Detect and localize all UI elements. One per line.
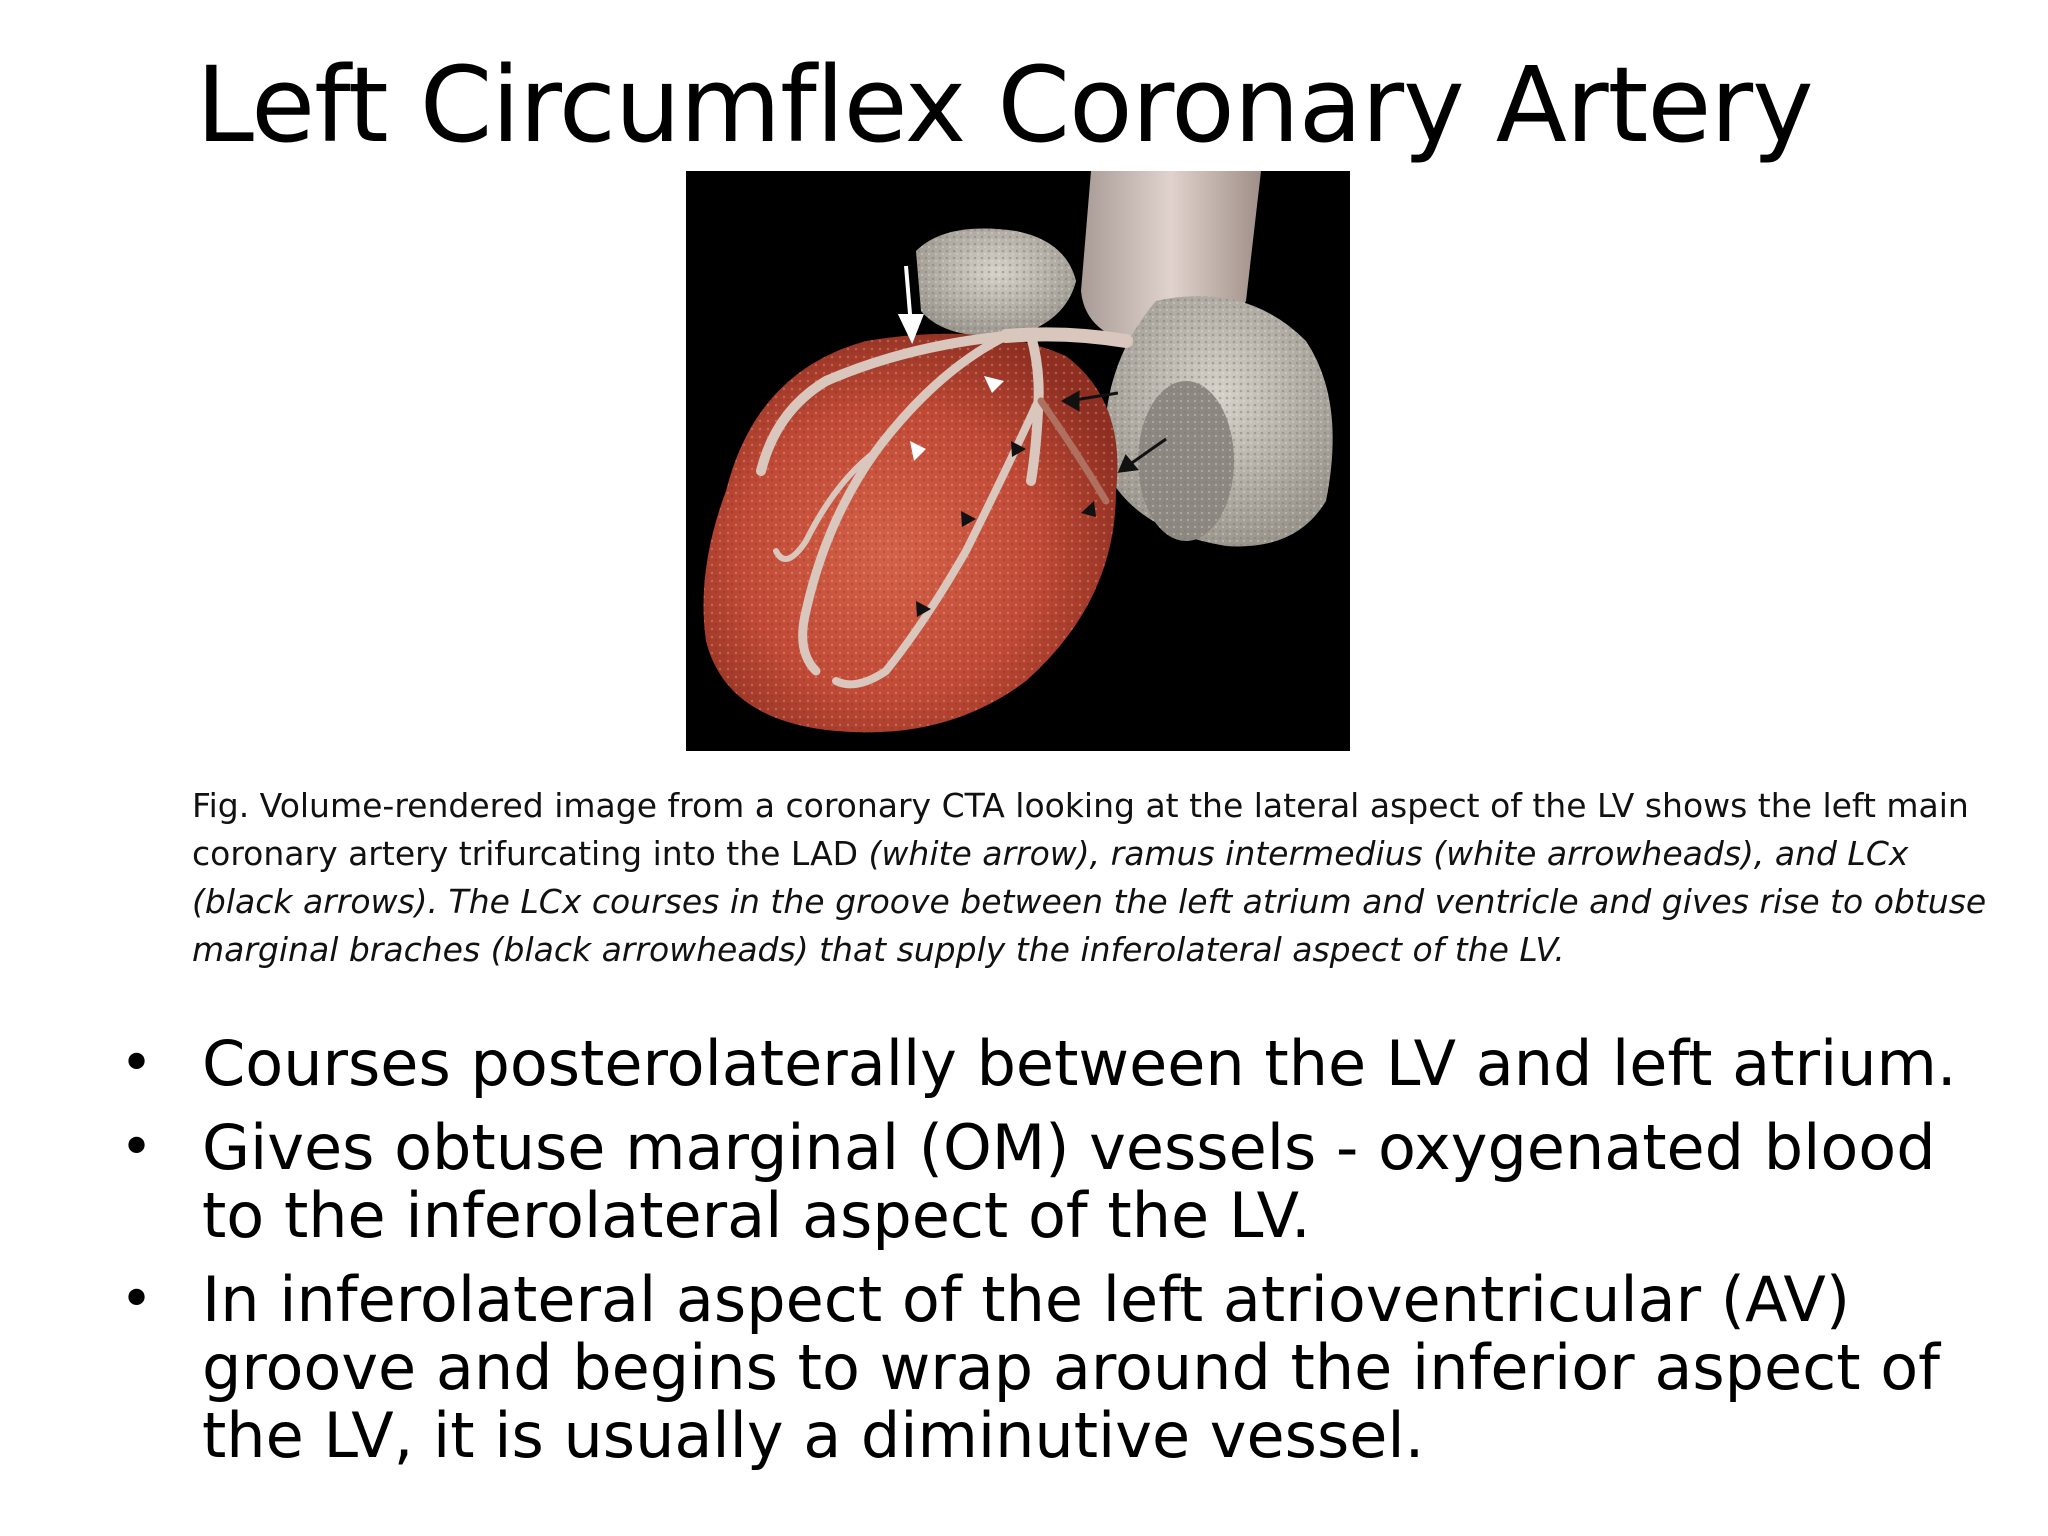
list-item <box>120 1263 2000 1472</box>
list-item <box>120 1027 2000 1100</box>
caption-italic: (white arrow), ramus intermedius (white arrowheads), and LCx (black arrows). The LCx courses in the groove between the left atrium and ventricle and gives rise to obtuse marginal braches (black arrowheads) that supply the inferolateral aspect of the LV. <box>192 834 1987 969</box>
white-arrow <box>901 266 921 339</box>
caption-plain: Fig. Volume-rendered image from a coronary CTA looking at the lateral aspect of the LV shows the left main coronary artery trifurcating into the LAD <box>192 786 1969 873</box>
bullet-text: Courses posterolaterally between the LV and left atrium. <box>202 1027 1957 1100</box>
figure-caption <box>192 782 1992 974</box>
bullet-icon: • <box>120 1267 154 1332</box>
bullet-text: Gives obtuse marginal (OM) vessels - oxygenated blood to the inferolateral aspect of the LV. <box>202 1111 1936 1252</box>
bullet-icon: • <box>120 1115 154 1180</box>
bullet-list <box>120 1027 2000 1486</box>
left-main-vessel <box>1006 334 1126 341</box>
bullet-icon: • <box>120 1031 154 1096</box>
list-item <box>120 1111 2000 1252</box>
heart-cta-figure <box>686 171 1350 751</box>
slide-title: Left Circumflex Coronary Artery <box>196 44 1813 166</box>
heart-illustration <box>686 171 1350 751</box>
bullet-text: In inferolateral aspect of the left atrioventricular (AV) groove and begins to wrap around the inferior aspect of the LV, it is usually a diminutive vessel. <box>202 1263 1940 1472</box>
